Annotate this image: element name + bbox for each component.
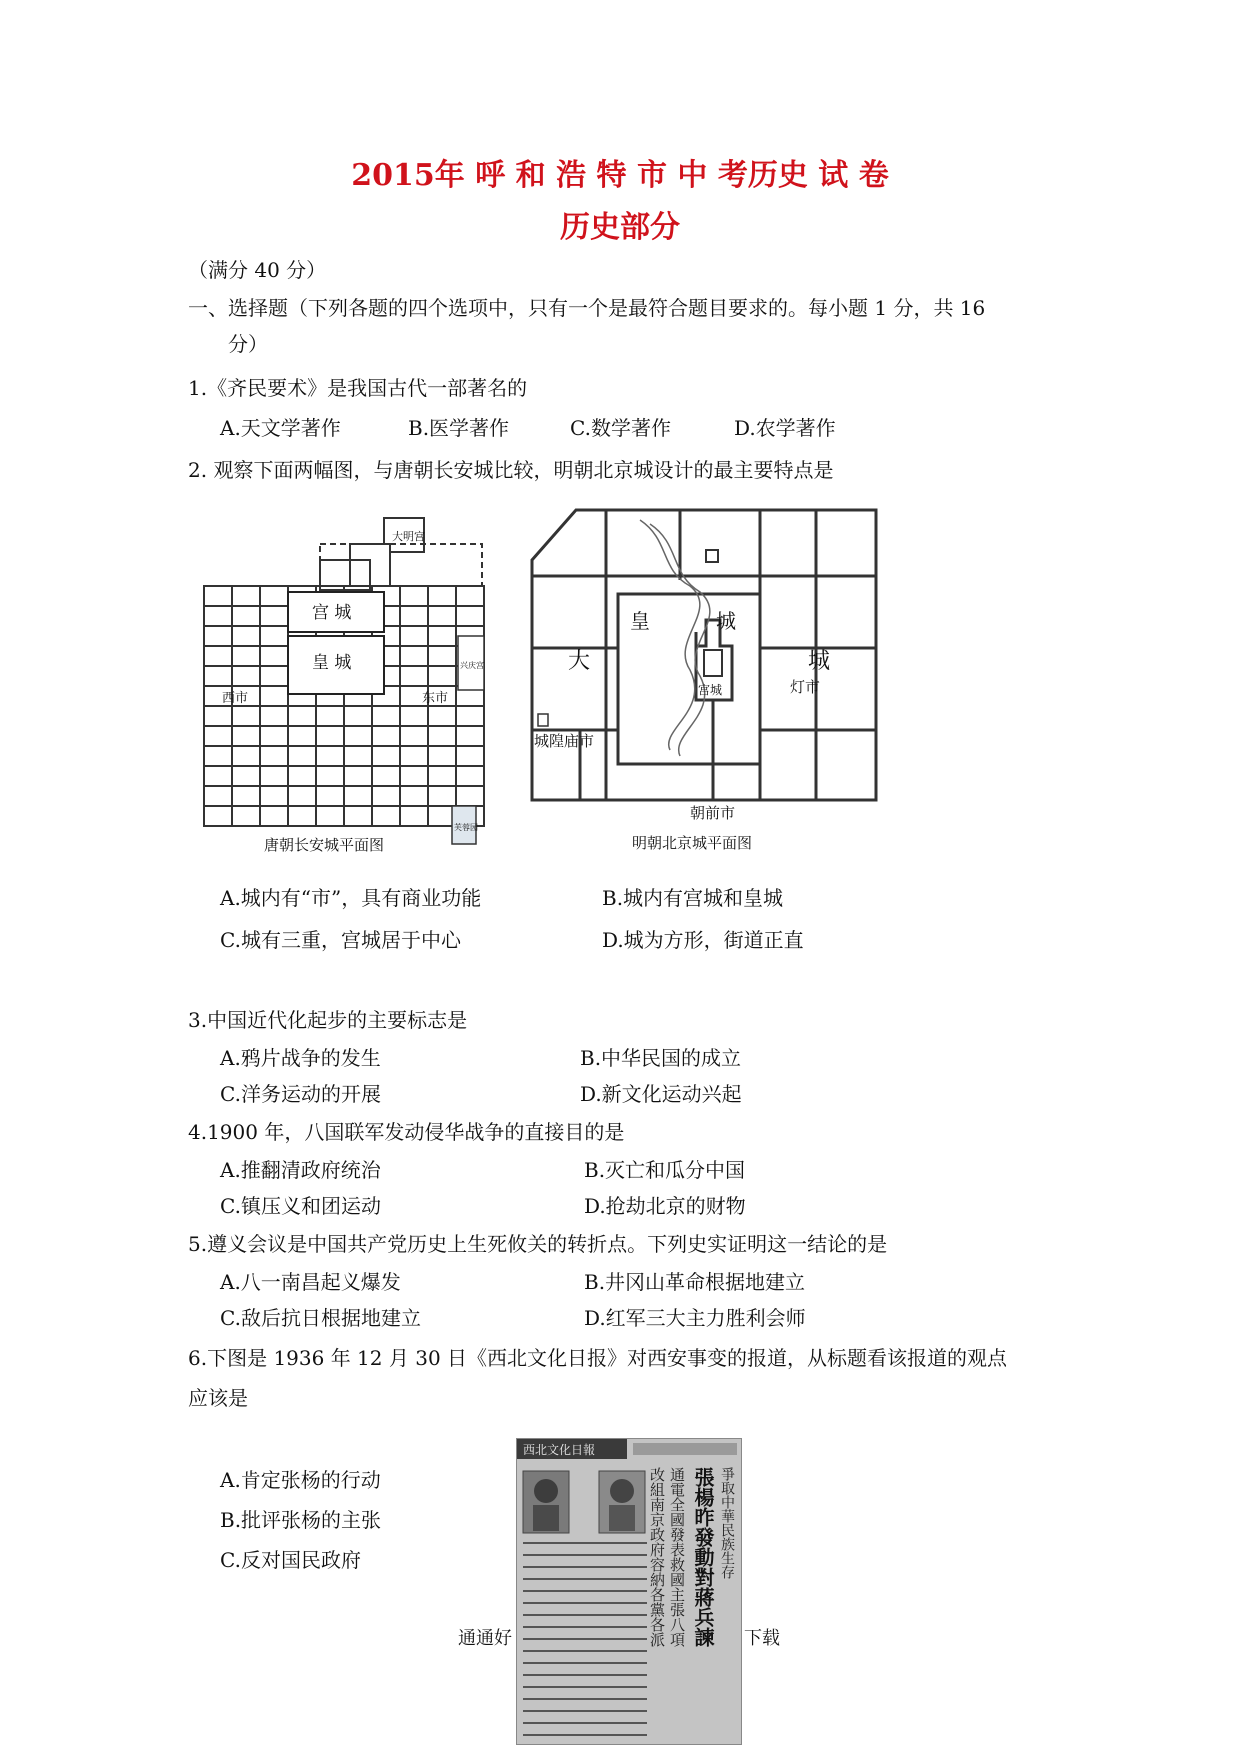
label-huangcheng: 皇 城 bbox=[312, 653, 352, 673]
score-note: （满分 40 分） bbox=[188, 258, 327, 282]
q4-option-a[interactable]: A.推翻清政府统治 bbox=[220, 1158, 381, 1182]
newspaper-art bbox=[517, 1439, 741, 1744]
q1-option-d[interactable]: D.农学著作 bbox=[734, 416, 836, 440]
q4-option-d[interactable]: D.抢劫北京的财物 bbox=[584, 1194, 746, 1218]
q3-option-a[interactable]: A.鸦片战争的发生 bbox=[220, 1046, 381, 1070]
label-gongcheng: 宫城 bbox=[698, 683, 723, 697]
q1-option-a[interactable]: A.天文学著作 bbox=[220, 416, 341, 440]
q2-option-d[interactable]: D.城为方形，街道正直 bbox=[602, 928, 804, 952]
q5-option-c[interactable]: C.敌后抗日根据地建立 bbox=[220, 1306, 421, 1330]
label-daming: 大明宫 bbox=[392, 530, 425, 543]
label-dengshi: 灯市 bbox=[790, 678, 821, 696]
newspaper-masthead: 西北文化日報 bbox=[523, 1443, 596, 1457]
changan-map bbox=[190, 508, 510, 868]
q1-option-c[interactable]: C.数学著作 bbox=[570, 416, 671, 440]
q3-option-b[interactable]: B.中华民国的成立 bbox=[580, 1046, 742, 1070]
label-xishi: 西市 bbox=[222, 691, 249, 706]
label-chenghuangmiao: 城隍庙市 bbox=[534, 732, 595, 750]
question-6-stem: 6.下图是 1936 年 12 月 30 日《西北文化日报》对西安事变的报道，从标题看该报道的观点 bbox=[188, 1346, 1008, 1370]
exam-subtitle: 历史部分 bbox=[560, 210, 680, 245]
q2-option-c[interactable]: C.城有三重，宫城居于中心 bbox=[220, 928, 461, 952]
changan-caption: 唐朝长安城平面图 bbox=[264, 836, 385, 854]
headline-2: 張楊昨發動對蔣兵諫 bbox=[691, 1467, 715, 1647]
question-5-stem: 5.遵义会议是中国共产党历史上生死攸关的转折点。下列史实证明这一结论的是 bbox=[188, 1232, 888, 1256]
section-heading: 一、选择题（下列各题的四个选项中，只有一个是最符合题目要求的。每小题 1 分，共 16 bbox=[188, 296, 986, 320]
q3-option-c[interactable]: C.洋务运动的开展 bbox=[220, 1082, 381, 1106]
question-2-stem: 2. 观察下面两幅图，与唐朝长安城比较，明朝北京城设计的最主要特点是 bbox=[188, 458, 834, 482]
label-xingqing: 兴庆宫 bbox=[460, 661, 484, 670]
newspaper-clipping bbox=[516, 1438, 742, 1745]
q5-option-d[interactable]: D.红军三大主力胜利会师 bbox=[584, 1306, 806, 1330]
q6-option-a[interactable]: A.肯定张杨的行动 bbox=[220, 1468, 381, 1492]
q2-option-b[interactable]: B.城内有宫城和皇城 bbox=[602, 886, 784, 910]
q1-option-b[interactable]: B.医学著作 bbox=[408, 416, 510, 440]
beijing-caption: 明朝北京城平面图 bbox=[632, 834, 753, 852]
section-heading-cont: 分） bbox=[228, 332, 268, 356]
question-6-stem-cont: 应该是 bbox=[188, 1386, 248, 1410]
headline-3: 通電全國發表救國主張八項 bbox=[668, 1467, 686, 1647]
beijing-map bbox=[520, 500, 890, 860]
headline-1: 爭取中華民族生存 bbox=[719, 1467, 735, 1579]
q5-option-b[interactable]: B.井冈山革命根据地建立 bbox=[584, 1270, 806, 1294]
question-1-stem: 1.《齐民要术》是我国古代一部著名的 bbox=[188, 376, 528, 400]
label-da: 大 bbox=[568, 649, 591, 674]
label-huang: 皇 bbox=[630, 609, 650, 633]
label-dongshi: 东市 bbox=[422, 691, 449, 706]
label-chaoqian: 朝前市 bbox=[690, 804, 736, 822]
footer-left-text: 通通好 bbox=[458, 1628, 512, 1649]
q4-option-c[interactable]: C.镇压义和团运动 bbox=[220, 1194, 381, 1218]
question-4-stem: 4.1900 年，八国联军发动侵华战争的直接目的是 bbox=[188, 1120, 625, 1144]
q6-option-c[interactable]: C.反对国民政府 bbox=[220, 1548, 361, 1572]
exam-title: 2015年 呼 和 浩 特 市 中 考历史 试 卷 bbox=[351, 158, 889, 193]
question-3-stem: 3.中国近代化起步的主要标志是 bbox=[188, 1008, 468, 1032]
label-cheng-top: 城 bbox=[716, 609, 736, 633]
q6-option-b[interactable]: B.批评张杨的主张 bbox=[220, 1508, 382, 1532]
label-cheng-right: 城 bbox=[808, 649, 831, 674]
label-furong: 芙蓉园 bbox=[454, 823, 478, 832]
q4-option-b[interactable]: B.灭亡和瓜分中国 bbox=[584, 1158, 746, 1182]
label-gongcheng: 宫 城 bbox=[312, 603, 352, 623]
q2-option-a[interactable]: A.城内有“市”，具有商业功能 bbox=[220, 886, 482, 910]
headline-4: 改組南京政府容納各黨各派 bbox=[648, 1467, 666, 1647]
footer-right-text: 下载 bbox=[744, 1628, 780, 1649]
q3-option-d[interactable]: D.新文化运动兴起 bbox=[580, 1082, 742, 1106]
q5-option-a[interactable]: A.八一南昌起义爆发 bbox=[220, 1270, 401, 1294]
